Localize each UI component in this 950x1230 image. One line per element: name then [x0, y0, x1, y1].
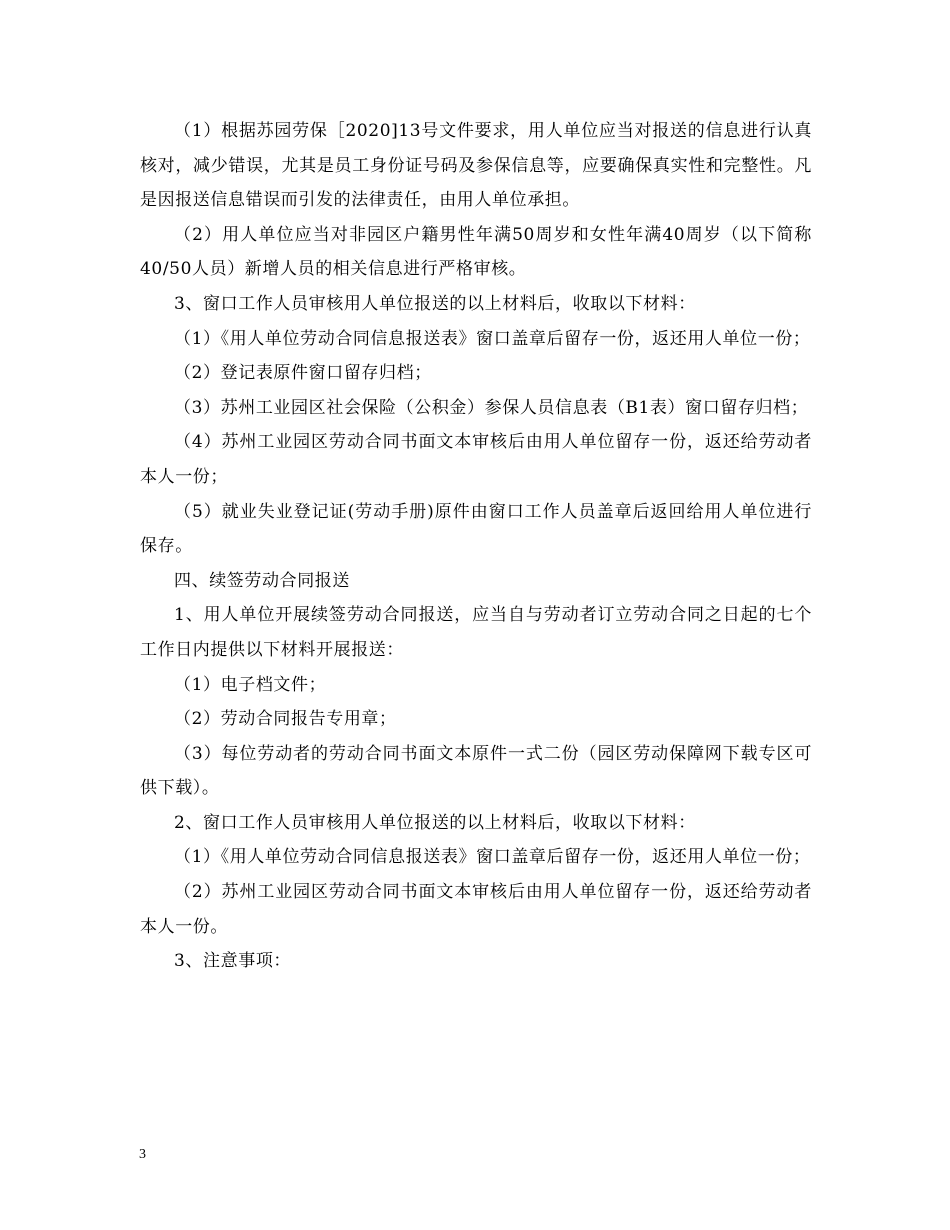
paragraph-window-collect: 3、窗口工作人员审核用人单位报送的以上材料后，收取以下材料：: [174, 293, 696, 314]
paragraph-renewal-deadline: 1、用人单位开展续签劳动合同报送，应当自与劳动者订立劳动合同之日起的七个工作日内提供以下材料开展报送：: [140, 605, 812, 660]
paragraph-notes-heading: 3、注意事项：: [174, 951, 292, 972]
paragraph-electronic-file: （1）电子档文件；: [174, 674, 327, 695]
paragraph-4050-review: （2）用人单位应当对非园区户籍男性年满50周岁和女性年满40周岁（以下简称40/50人员）新增人员的相关信息进行严格审核。: [140, 224, 812, 280]
paragraph-report-form: （1）《用人单位劳动合同信息报送表》窗口盖章后留存一份，返还用人单位一份；: [174, 328, 811, 349]
paragraph-contract-text: （4）苏州工业园区劳动合同书面文本审核后由用人单位留存一份，返还给劳动者本人一份；: [140, 432, 812, 487]
paragraph-contract-copies: （3）每位劳动者的劳动合同书面文本原件一式二份（园区劳动保障网下载专区可供下载）。: [140, 743, 812, 799]
document-body: [140, 114, 812, 979]
paragraph-b1-form: （3）苏州工业园区社会保险（公积金）参保人员信息表（B1表）窗口留存归档；: [174, 397, 809, 418]
page-number: 3: [139, 1147, 146, 1162]
paragraph-window-collect-2: 2、窗口工作人员审核用人单位报送的以上材料后，收取以下材料：: [174, 812, 696, 833]
paragraph-report-form-2: （1）《用人单位劳动合同信息报送表》窗口盖章后留存一份，返还用人单位一份；: [174, 847, 811, 868]
paragraph-register-original: （2）登记表原件窗口留存归档；: [174, 363, 432, 384]
paragraph-contract-text-2: （2）苏州工业园区劳动合同书面文本审核后由用人单位留存一份，返还给劳动者本人一份。: [140, 882, 812, 937]
paragraph-verify-info: （1）根据苏园劳保［2020]13号文件要求，用人单位应当对报送的信息进行认真核对，减少错误，尤其是员工身份证号码及参保信息等，应要确保真实性和完整性。凡是因报送信息错误而引发的法律责任，由用人单位承担。: [140, 121, 812, 211]
paragraph-seal: （2）劳动合同报告专用章；: [174, 709, 397, 730]
section-heading-renewal: 四、续签劳动合同报送: [174, 570, 350, 591]
paragraph-employment-card: （5）就业失业登记证(劳动手册)原件由窗口工作人员盖章后返回给用人单位进行保存。: [140, 501, 812, 557]
